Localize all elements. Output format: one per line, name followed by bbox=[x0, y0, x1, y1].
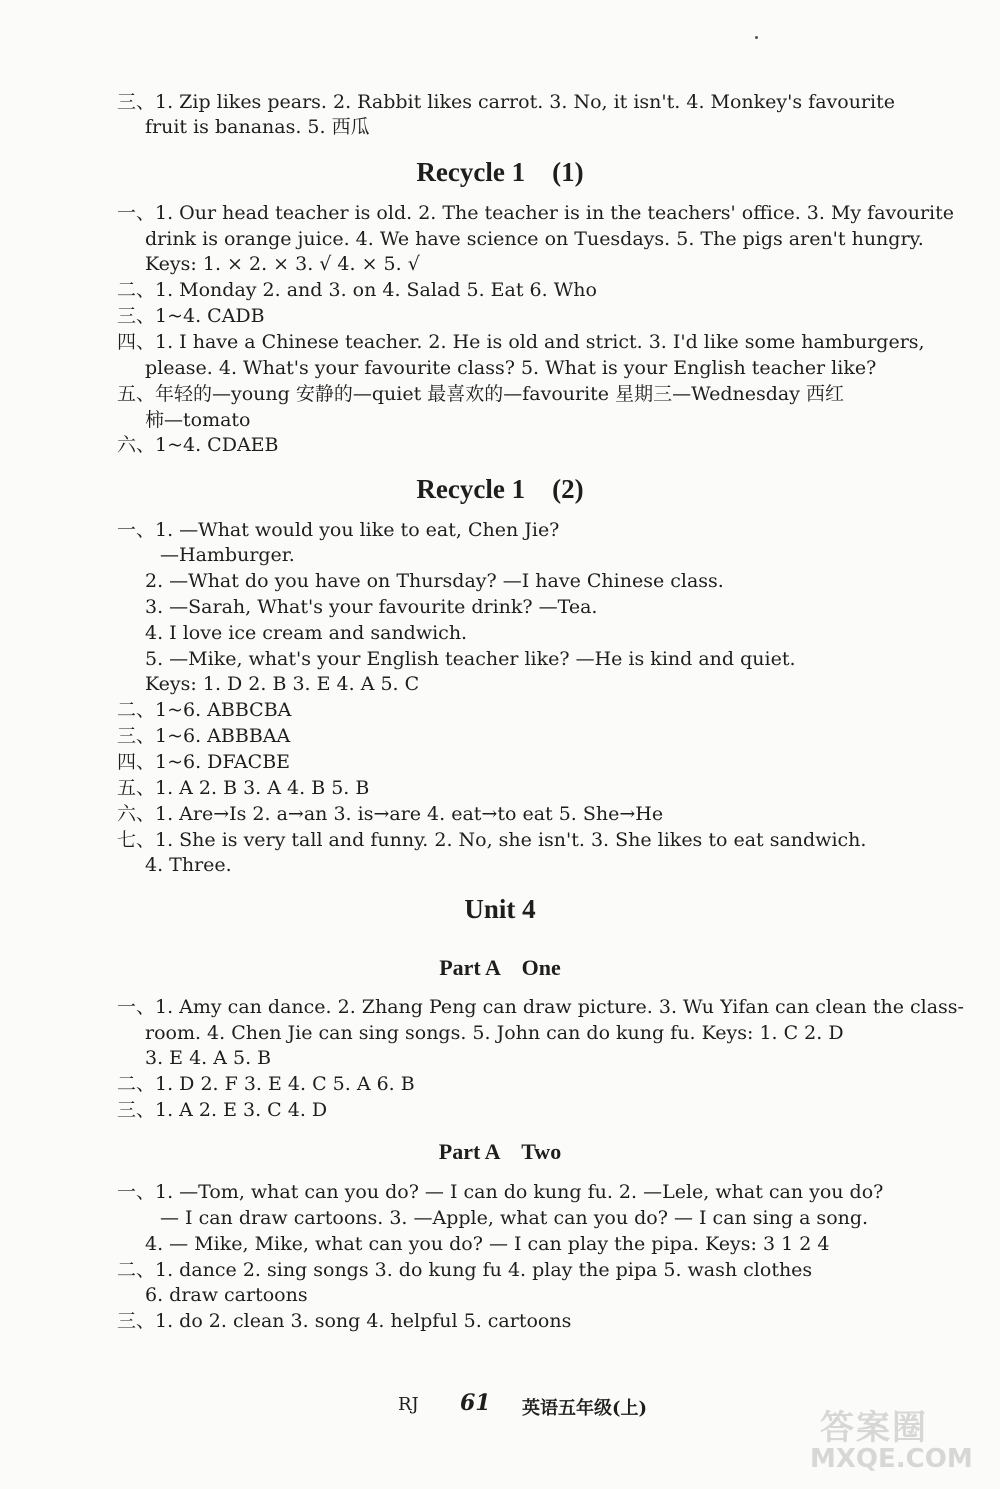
watermark-url: MXQE.COM bbox=[810, 1444, 973, 1474]
answer-line: 一、1. —What would you like to eat, Chen Jie? bbox=[117, 519, 560, 541]
answer-line: 4. — Mike, Mike, what can you do? — I can play the pipa. Keys: 3 1 2 4 bbox=[145, 1233, 830, 1255]
answer-line: —Hamburger. bbox=[160, 544, 295, 566]
answer-line: 一、1. Amy can dance. 2. Zhang Peng can draw picture. 3. Wu Yifan can clean the class- bbox=[117, 996, 964, 1018]
answer-line: 3. —Sarah, What's your favourite drink? —Tea. bbox=[145, 596, 598, 618]
answer-line: 4. Three. bbox=[145, 854, 232, 876]
answer-line: please. 4. What's your favourite class? 5. What is your English teacher like? bbox=[145, 357, 877, 379]
answer-line: 五、1. A 2. B 3. A 4. B 5. B bbox=[117, 777, 370, 799]
watermark-text: 答案圈 bbox=[820, 1408, 928, 1448]
answer-line: drink is orange juice. 4. We have science on Tuesdays. 5. The pigs aren't hungry. bbox=[145, 228, 924, 250]
answer-line: 四、1~6. DFACBE bbox=[117, 751, 291, 773]
edition-code: RJ bbox=[398, 1394, 419, 1415]
ink-dot bbox=[755, 36, 758, 39]
answer-line: 4. I love ice cream and sandwich. bbox=[145, 622, 468, 644]
answer-line: 二、1. dance 2. sing songs 3. do kung fu 4. play the pipa 5. wash clothes bbox=[117, 1259, 813, 1281]
answer-line: 四、1. I have a Chinese teacher. 2. He is old and strict. 3. I'd like some hamburgers, bbox=[117, 331, 925, 353]
part-title: Part A Two bbox=[438, 1139, 562, 1164]
answer-line: 五、年轻的—young 安静的—quiet 最喜欢的—favourite 星期三—Wednesday 西红 bbox=[117, 383, 844, 405]
answer-line: 6. draw cartoons bbox=[145, 1284, 308, 1306]
answer-line: 一、1. Our head teacher is old. 2. The teacher is in the teachers' office. 3. My favourite bbox=[117, 202, 954, 224]
answer-line: fruit is bananas. 5. 西瓜 bbox=[145, 116, 370, 138]
answer-line: 三、1. Zip likes pears. 2. Rabbit likes carrot. 3. No, it isn't. 4. Monkey's favourite bbox=[117, 91, 895, 113]
answer-line: Keys: 1. D 2. B 3. E 4. A 5. C bbox=[145, 673, 420, 695]
answer-line: 七、1. She is very tall and funny. 2. No, she isn't. 3. She likes to eat sandwich. bbox=[117, 829, 867, 851]
answer-line: 柿—tomato bbox=[145, 409, 251, 431]
watermark-logo bbox=[810, 1400, 985, 1480]
answer-line: 二、1. D 2. F 3. E 4. C 5. A 6. B bbox=[117, 1073, 415, 1095]
section-title: Recycle 1 (1) bbox=[416, 157, 584, 187]
answer-line: 5. —Mike, what's your English teacher like? —He is kind and quiet. bbox=[145, 648, 796, 670]
part-title: Part A One bbox=[439, 955, 561, 980]
answer-line: 一、1. —Tom, what can you do? — I can do kung fu. 2. —Lele, what can you do? bbox=[117, 1181, 884, 1203]
answer-line: 三、1. do 2. clean 3. song 4. helpful 5. cartoons bbox=[117, 1310, 572, 1332]
answer-line: 三、1. A 2. E 3. C 4. D bbox=[117, 1099, 328, 1121]
answer-line: 三、1~6. ABBBAA bbox=[117, 725, 291, 747]
answer-line: Keys: 1. × 2. × 3. √ 4. × 5. √ bbox=[145, 253, 420, 275]
answer-line: 3. E 4. A 5. B bbox=[145, 1047, 272, 1069]
section-title: Recycle 1 (2) bbox=[416, 474, 584, 504]
answer-line: 六、1~4. CDAEB bbox=[117, 434, 279, 456]
answer-line: 三、1~4. CADB bbox=[117, 305, 265, 327]
page-number: 61 bbox=[460, 1390, 491, 1416]
unit-title: Unit 4 bbox=[464, 894, 536, 924]
answer-line: 二、1~6. ABBCBA bbox=[117, 699, 292, 721]
answer-line: 2. —What do you have on Thursday? —I have Chinese class. bbox=[145, 570, 724, 592]
book-title: 英语五年级(上) bbox=[522, 1398, 648, 1419]
answer-line: 六、1. Are→Is 2. a→an 3. is→are 4. eat→to eat 5. She→He bbox=[117, 803, 664, 825]
answer-line: 二、1. Monday 2. and 3. on 4. Salad 5. Eat 6. Who bbox=[117, 279, 597, 301]
answer-line: room. 4. Chen Jie can sing songs. 5. John can do kung fu. Keys: 1. C 2. D bbox=[145, 1022, 844, 1044]
answer-line: — I can draw cartoons. 3. —Apple, what can you do? — I can sing a song. bbox=[160, 1207, 869, 1229]
